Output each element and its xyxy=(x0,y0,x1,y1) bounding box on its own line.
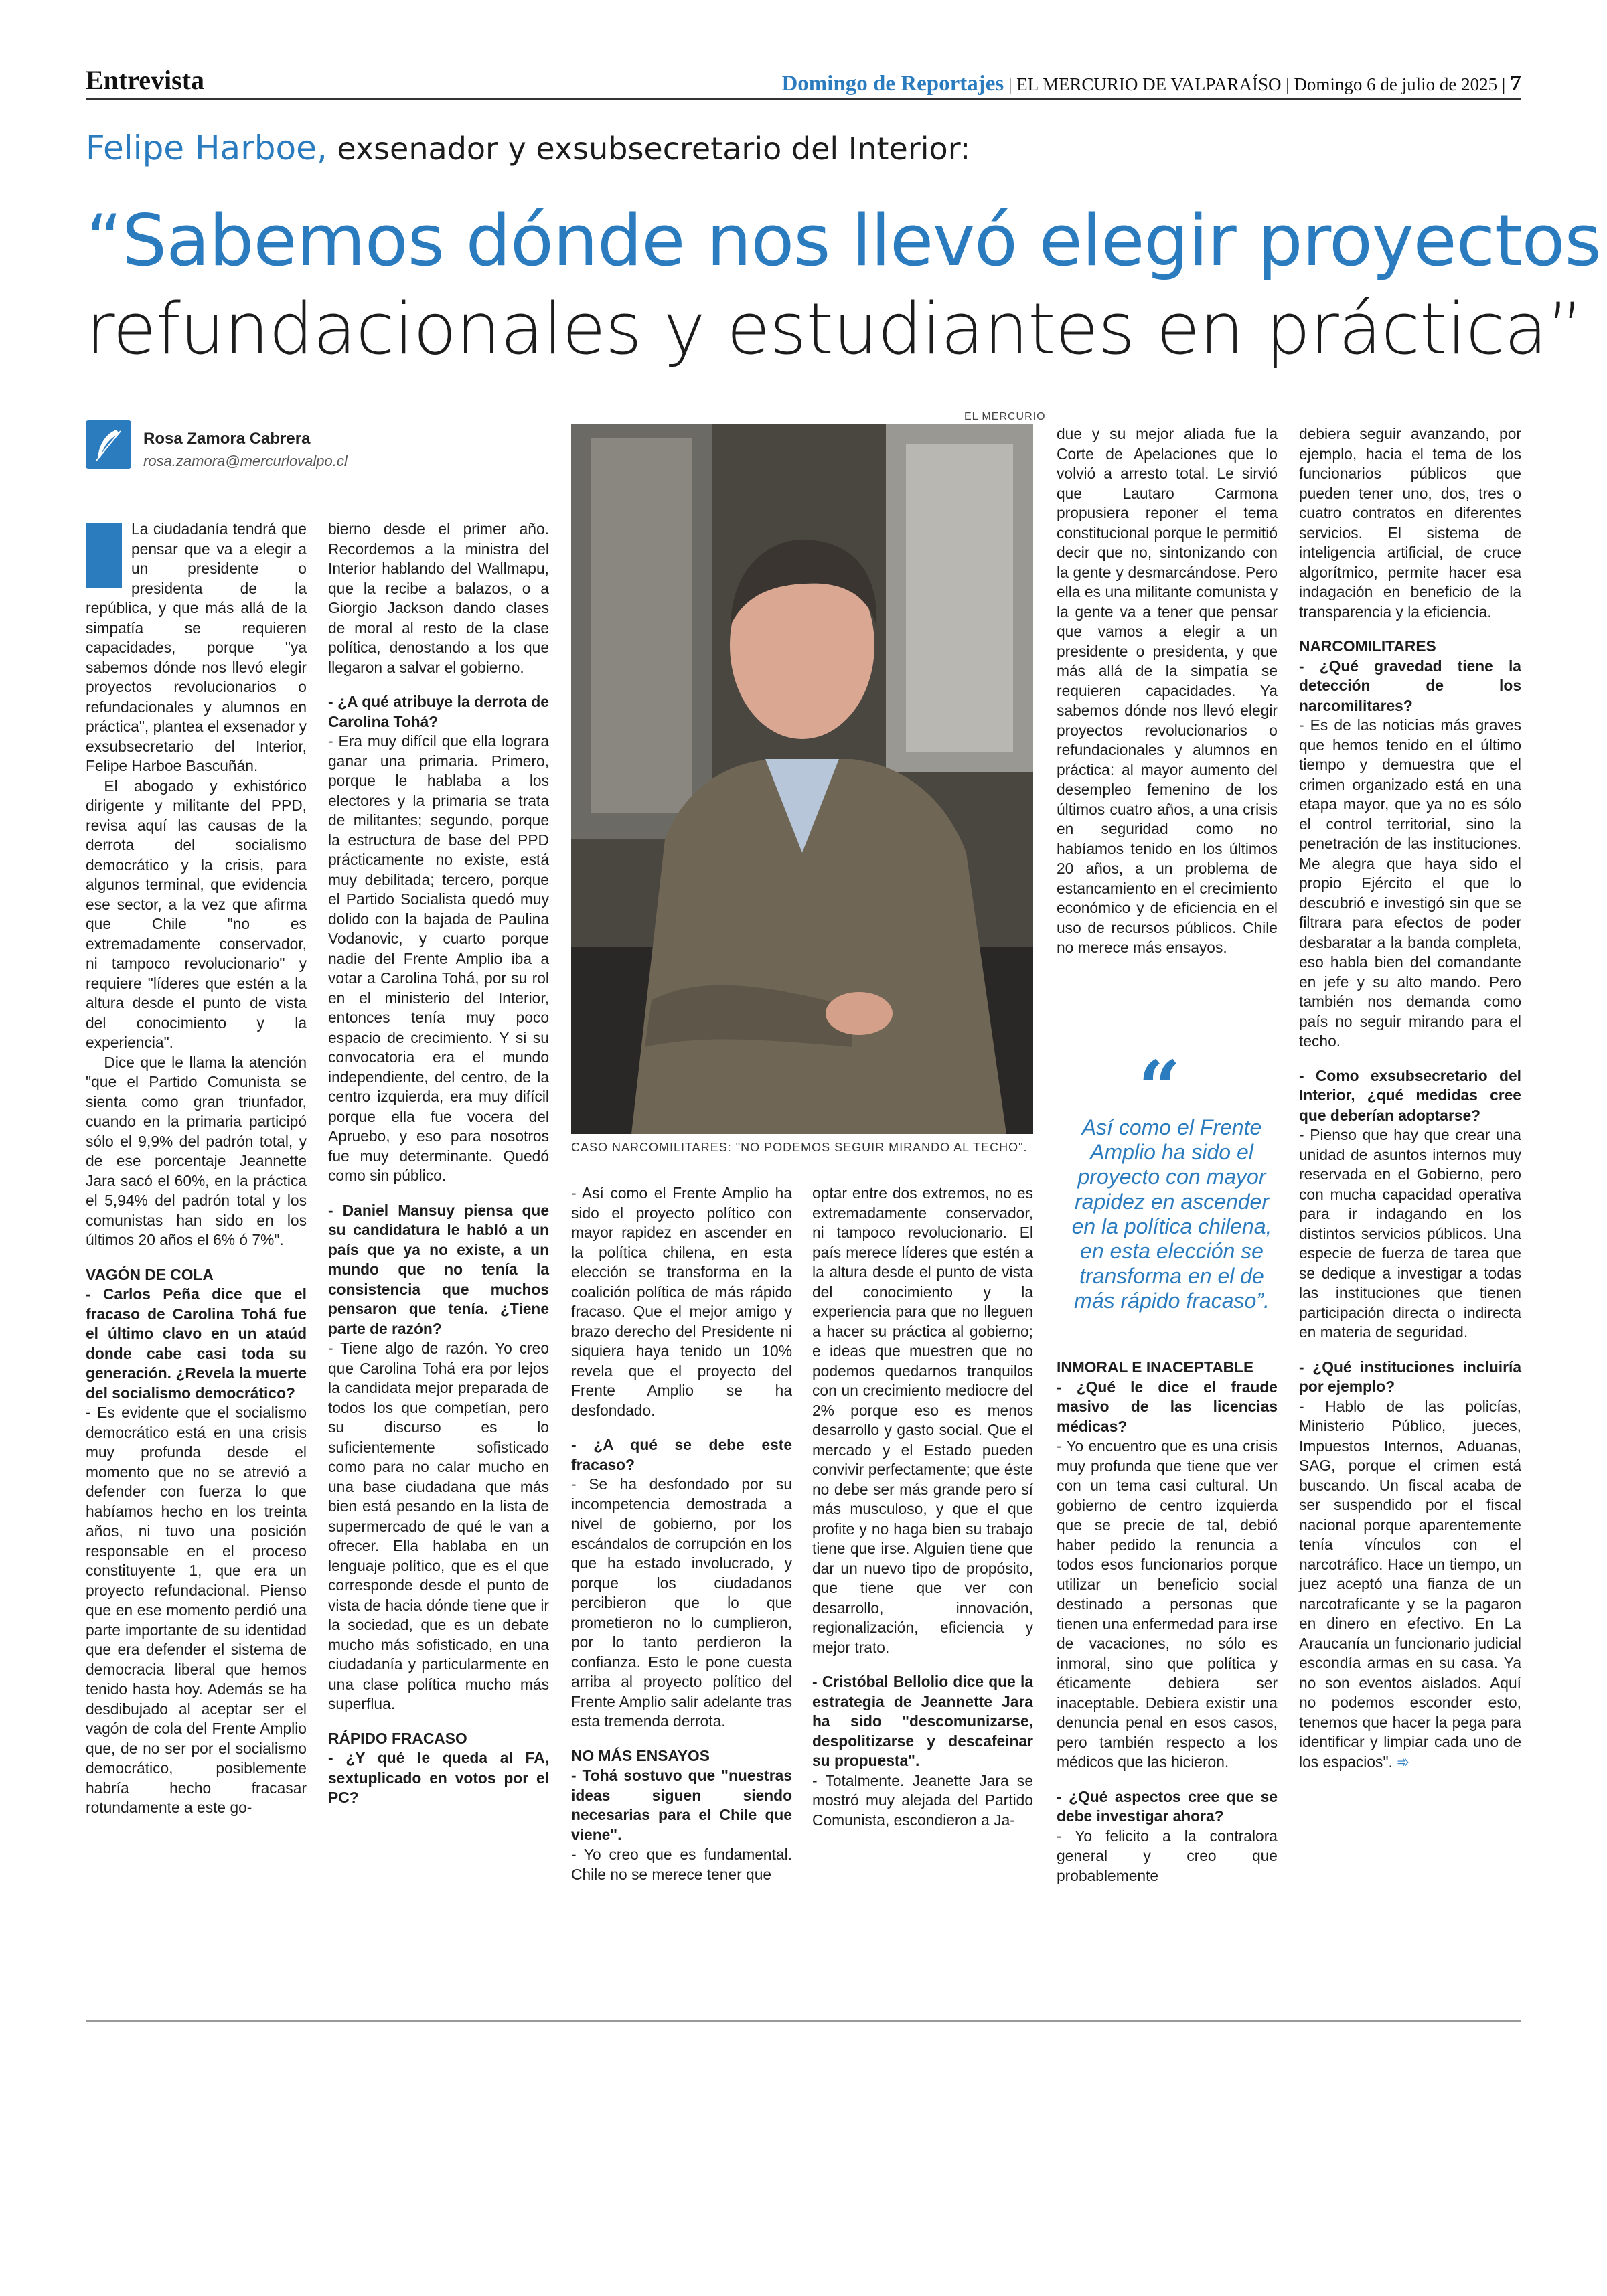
quote-mark-icon: “ xyxy=(1138,1044,1181,1131)
answer: - Es evidente que el socialismo democrático está en una crisis muy profunda desde el momento que no se atrevió a defender con fuerza lo que habíamos hecho en los treinta años, ni tuvo una posición responsable en el proceso constituyente 1, que era un proyecto refundacional. Pienso que en ese momento perdió una parte importante de su identidad que era defender el sistema de democracia liberal que hemos tenido hasta hoy. Además se ha desdibujado al aceptar ser el vagón de cola del Frente Amplio que, de no ser por el socialismo democrático, posiblemente habría hecho fracasar rotundamente a este go- xyxy=(86,1404,307,1816)
answer: - Hablo de las policías, Ministerio Público, jueces, Impuestos Internos, Aduanas, SAG, porque el crimen está buscando. Un fiscal acaba de ser suspendido por el fiscal nacional porque aparentemente tenía vínculos con el narcotráfico. Hace un tiempo, un juez aceptó una fianza de un narcotraficante y se la pagaron en dinero en efectivo. En La Araucanía un funcionario judicial escondía armas en su casa. Ya no son eventos aislados. Aquí no podemos esconder esto, tenemos que hacer la pega para identificar y limpiar cada uno de los espacios". ➾ xyxy=(1299,1397,1521,1771)
answer: debiera seguir avanzando, por ejemplo, hacia el tema de los funcionarios públicos que pueden tener uno, dos, tres o cuatro contratos en diferentes servicios. El sistema de inteligencia artificial, de cruce algorítmico, permite hacer esa indagación en beneficio de la transparencia y la eficiencia. xyxy=(1299,425,1521,621)
bottom-rule xyxy=(86,2020,1521,2022)
photo-caption: CASO NARCOMILITARES: "NO PODEMOS SEGUIR MIRANDO AL TECHO". xyxy=(571,1141,1028,1154)
section-label: Entrevista xyxy=(86,65,205,95)
question: - Daniel Mansuy piensa que su candidatura le habló a un país que ya no existe, a un mundo que no tenía la consistencia que muchos pensaron que tenía. ¿Tiene parte de razón? xyxy=(328,1201,549,1337)
answer: - Es de las noticias más graves que hemos tenido en el último tiempo y demuestra que el crimen organizado está en una etapa mayor, que ya no es sólo el control territorial, sino la penetración de las instituciones. Me alegra que haya sido el propio Ejército el que lo descubrió e investigó sin que se filtrara para efectos de poder desbaratar a la banda completa, eso habla bien del comandante en jefe y su alto mando. Pero también nos demanda como país no seguir mirando para el techo. xyxy=(1299,716,1521,1050)
paragraph: Dice que le llama la atención "que el Partido Comunista se sienta como gran triunfador, cuando en la primaria participó sólo el 9,9% del padrón total, y de ese porcentaje Jeannette Jara sacó el 60%, en la práctica el 5,94% del padrón total y los comunistas han sido en los últimos 20 años el 6% ó 7%". xyxy=(86,1053,307,1248)
question: - ¿Qué aspectos cree que se debe investigar ahora? xyxy=(1057,1787,1278,1825)
paper-info: | EL MERCURIO DE VALPARAÍSO | Domingo 6 de julio de 2025 | xyxy=(1008,74,1506,94)
section-heading: RÁPIDO FRACASO xyxy=(328,1729,467,1747)
answer: - Yo felicito a la contralora general y creo que probablemente xyxy=(1057,1827,1278,1884)
answer: - Totalmente. Jeanette Jara se mostró muy alejada del Partido Comunista, escondieron a Ja- xyxy=(812,1771,1033,1829)
kicker-name: Felipe Harboe, xyxy=(86,129,327,167)
section-heading: NO MÁS ENSAYOS xyxy=(571,1746,710,1765)
section-heading: VAGÓN DE COLA xyxy=(86,1265,214,1283)
column-6 xyxy=(1299,424,1521,1772)
brand-name: Domingo de Reportajes xyxy=(781,72,1004,96)
paragraph: bierno desde el primer año. Recordemos a la ministra del Interior hablando del Wallmapu, que la recibe a balazos, o a Giorgio Jackson dando clases de moral al resto de la clase política, denostando a los que llegaron a salvar el gobierno. xyxy=(328,520,549,676)
column-1 xyxy=(86,519,307,1818)
answer: - Era muy difícil que ella lograra ganar una primaria. Primero, porque le hablaba a los electores y la primaria se trata de militantes; segundo, porque la estructura de base del PPD prácticamente no existe, está muy debilitada; tercero, porque el Partido Socialista quedó muy dolido con la bajada de Paulina Vodanovic, y cuarto porque nadie del Frente Amplio iba a votar a Carolina Tohá, por su rol en el ministerio del Interior, entonces tenía muy poco espacio de crecimiento. Y si su convocatoria era el mundo independiente, del centro, de la centro izquierda, era muy difícil porque ella fue vocera del Apruebo, y eso para nosotros fue muy determinante. Quedó como sin público. xyxy=(328,732,549,1184)
byline-name: Rosa Zamora Cabrera xyxy=(143,430,311,448)
feather-icon xyxy=(86,420,131,469)
answer: - Yo encuentro que es una crisis muy profunda que tiene que ver con un tema casi cultural. Un gobierno de centro izquierda que se precie de tal, debió haber pedido la renuncia a todos esos funcionarios porque utilizar un beneficio social destinado a personas que tienen una enfermedad para irse de vacaciones, no sólo es inmoral, sino que política y éticamente debiera ser inaceptable. Debiera existir una denuncia penal en esos casos, pero también respecto a los médicos que las hicieron. xyxy=(1057,1437,1278,1771)
question: - ¿Qué gravedad tiene la detección de los narcomilitares? xyxy=(1299,657,1521,714)
question: - Cristóbal Bellolio dice que la estrategia de Jeannette Jara ha sido "descomunizarse, despolitizarse y descafeinar su propuesta". xyxy=(812,1673,1033,1769)
section-heading: INMORAL E INACEPTABLE xyxy=(1057,1358,1254,1376)
portrait-photo xyxy=(571,424,1033,1134)
headline-line2: refundacionales y estudiantes en práctica” xyxy=(86,288,1584,370)
question: - ¿Y qué le queda al FA, sextuplicado en votos por el PC? xyxy=(328,1749,549,1806)
question: - Tohá sostuvo que "nuestras ideas siguen siendo necesarias para el Chile que viene". xyxy=(571,1767,792,1843)
end-arrow-icon: ➾ xyxy=(1397,1752,1410,1771)
question: - Carlos Peña dice que el fracaso de Carolina Tohá fue el último clavo en un ataúd donde cabe casi toda su generación. ¿Revela la muerte del socialismo democrático? xyxy=(86,1285,307,1402)
column-2 xyxy=(328,519,549,1808)
paragraph: El abogado y exhistórico dirigente y militante del PPD, revisa aquí las causas de la derrota del socialismo democrático y la crisis, para algunos terminal, que evidencia ese sector, a la vez que afirma que Chile "no es extremadamente conservador, ni tampoco revolucionario" y requiere "líderes que estén a la altura desde el punto de vista del conocimiento y la experiencia". xyxy=(86,776,307,1051)
column-5 xyxy=(1057,424,1278,958)
question: - ¿Qué instituciones incluiría por ejemplo? xyxy=(1299,1358,1521,1395)
answer: optar entre dos extremos, no es extremadamente conservador, ni tampoco revolucionario. El país merece líderes que estén a la altura desde el punto de vista del conocimiento y la experiencia para que no lleguen a hacer su práctica al gobierno; e ideas que muestren que no podemos quedarnos tranquilos con un crecimiento mediocre del 2% porque eso es menos desarrollo y gasto social. Que el mercado y el Estado pueden convivir perfectamente; que éste no debe ser más grande pero sí más musculoso, y que el que profite y no haga bien su trabajo tiene que irse. Alguien tiene que dar un nuevo tipo de propósito, que tiene que ver con desarrollo, innovación, regionalización, eficiencia y mejor trato. xyxy=(812,1184,1033,1656)
column-4 xyxy=(812,1183,1033,1830)
pull-quote: Así como el Frente Amplio ha sido el proyecto con mayor rapidez en ascender en la política chilena, en esta elección se transforma en el de más rápido fracaso”. xyxy=(1071,1115,1272,1313)
answer: - Así como el Frente Amplio ha sido el proyecto político con mayor rapidez en ascender en la política chilena, en esta elección se transforma en la coalición política de más rápido fracaso. Que el mejor amigo y brazo derecho del Presidente ni siquiera haya tenido un 10% revela que el proyecto del Frente Amplio se ha desfondado. xyxy=(571,1184,792,1419)
masthead xyxy=(781,71,1521,96)
byline-email: rosa.zamora@mercurlovalpo.cl xyxy=(143,453,348,469)
question: - Como exsubsecretario del Interior, ¿qué medidas cree que deberían adoptarse? xyxy=(1299,1066,1521,1124)
question: - ¿Qué le dice el fraude masivo de las licencias médicas? xyxy=(1057,1378,1278,1435)
question: - ¿A qué se debe este fracaso? xyxy=(571,1436,792,1473)
question: - ¿A qué atribuye la derrota de Carolina Tohá? xyxy=(328,693,549,730)
answer: - Pienso que hay que crear una unidad de asuntos internos muy reservada en el Gobierno, pero con mucha capacidad operativa para ir indagando en los distintos servicios públicos. Una especie de fuerza de tarea que se dedique a investigar a todas las instituciones que tienen participación directa o indirecta en materia de seguridad. xyxy=(1299,1126,1521,1341)
kicker xyxy=(86,129,970,167)
lead-paragraph: La ciudadanía tendrá que pensar que va a elegir a un presidente o presidenta de la república, y que más allá de la simpatía se requieren capacidades, porque "ya sabemos dónde nos llevó elegir proyectos revolucionarios o refundacionales y alumnos en práctica", plantea el exsenador y exsubsecretario del Interior, Felipe Harboe Bascuñán. xyxy=(86,520,307,774)
answer: - Tiene algo de razón. Yo creo que Carolina Tohá era por lejos la candidata mejor preparada de todos los que competían, pero su discurso es lo suficientemente sofisticado como para no calar mucho en una base ciudadana que más bien está pesando en la lista de supermercado de qué le van a ofrecer. Ella hablaba en un lenguaje político, que es el que corresponde desde el punto de vista de hacia dónde tiene que ir la sociedad, que es un debate mucho más sofisticado, en una ciudadanía y particularmente en una clase política mucho más superflua. xyxy=(328,1339,549,1712)
photo-credit: EL MERCURIO xyxy=(964,411,1046,422)
top-rule xyxy=(86,98,1521,100)
dropcap xyxy=(86,523,122,588)
kicker-role: exsenador y exsubsecretario del Interior: xyxy=(327,131,971,167)
headline-line1: “Sabemos dónde nos llevó elegir proyectos xyxy=(86,199,1601,282)
answer: - Se ha desfondado por su incompetencia demostrada a nivel de gobierno, por los escándalos de corrupción en los que ha estado involucrado, y porque los ciudadanos percibieron que lo que prometieron no lo cumplieron, por lo tanto perdieron la confianza. Esto le pone cuesta arriba al proyecto político del Frente Amplio salir adelante tras esta tremenda derrota. xyxy=(571,1475,792,1730)
column-5-continued xyxy=(1057,1358,1278,1886)
column-3 xyxy=(571,1183,792,1884)
answer: due y su mejor aliada fue la Corte de Apelaciones que lo volvió a arresto total. Le sirvió que Lautaro Carmona propusiera reponer el tema constitucional porque le permitió decir que no, sintonizando con la gente y desmarcándose. Pero ella es una militante comunista y la gente va a tener que pensar que vamos a elegir a un presidente o presidenta, y que más allá de la simpatía se requieren capacidades. Ya sabemos dónde nos llevó elegir proyectos revolucionarios o refundacionales y alumnos en práctica: al mayor aumento del desempleo femenino de los últimos cuatro años, a una crisis en seguridad como no habíamos tenido en los últimos 20 años, a un problema de estancamiento en el crecimiento económico y de eficiencia en el uso de recursos públicos. Chile no merece más ensayos. xyxy=(1057,425,1278,956)
answer: - Yo creo que es fundamental. Chile no se merece tener que xyxy=(571,1846,792,1883)
page-number: 7 xyxy=(1510,71,1521,96)
section-heading: NARCOMILITARES xyxy=(1299,637,1436,655)
